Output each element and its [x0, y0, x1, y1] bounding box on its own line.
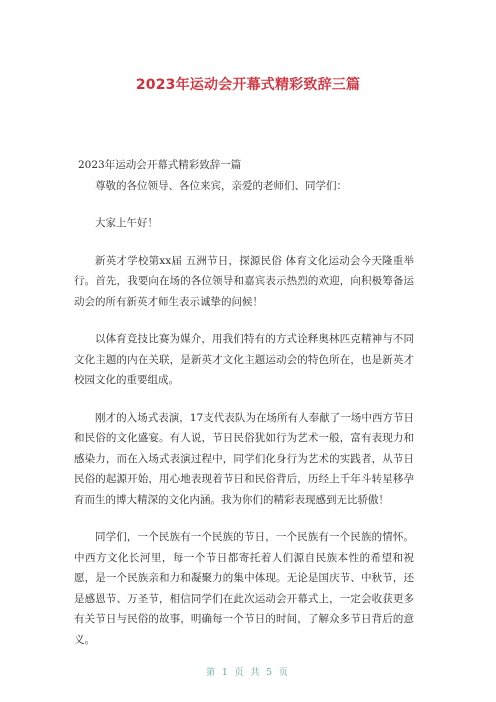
document-title: 2023年运动会开幕式精彩致辞三篇 [135, 77, 361, 93]
paragraph-greeting: 大家上午好！ [95, 217, 158, 229]
paragraph-opening: 新英才学校第xx届 五洲节日，探源民俗 体育文化运动会今天隆重举行。首先，我要向在场的各位领导和嘉宾表示热烈的欢迎，向积极筹备运动会的所有新英才师生表示诚挚的问候！ [74, 254, 414, 308]
page-footer: 第 1 页 共 5 页 [206, 668, 290, 678]
paragraph-ceremony: 刚才的入场式表演，17支代表队为在场所有人奉献了一场中西方节日和民俗的文化盛宴。有人说，节日民俗犹如行为艺术一般，富有表现力和感染力，而在入场式表演过程中，同学们化身行为艺术的实践者，从节日民俗的起源开始，用心地表现着节日和民俗背后，历经上千年斗转星移孕育而生的博大精深的文化内涵。我为你们的精彩表现感到无比骄傲！ [74, 411, 414, 506]
paragraph-theme: 以体育竞技比赛为媒介，用我们特有的方式诠释奥林匹克精神与不同文化主题的内在关联，是新英才文化主题运动会的特色所在，也是新英才校园文化的重要组成。 [74, 333, 414, 386]
document-body [74, 155, 414, 650]
paragraph-salutation: 尊敬的各位领导、各位来宾，亲爱的老师们、同学们： [95, 179, 347, 192]
document-subtitle: 2023年运动会开幕式精彩致辞一篇 [78, 159, 242, 171]
paragraph-festivals: 同学们，一个民族有一个民族的节日，一个民族有一个民族的情怀。中西方文化长河里，每一个节日都寄托着人们源自民族本性的希望和祝愿，是一个民族亲和力和凝聚力的集中体现。无论是国庆节、中秋节，还是感恩节、万圣节，相信同学们在此次运动会开幕式上，一定会收获更多有关节日与民俗的故事，明确每一个节日的时间，了解众多节日背后的意义。 [74, 531, 414, 646]
